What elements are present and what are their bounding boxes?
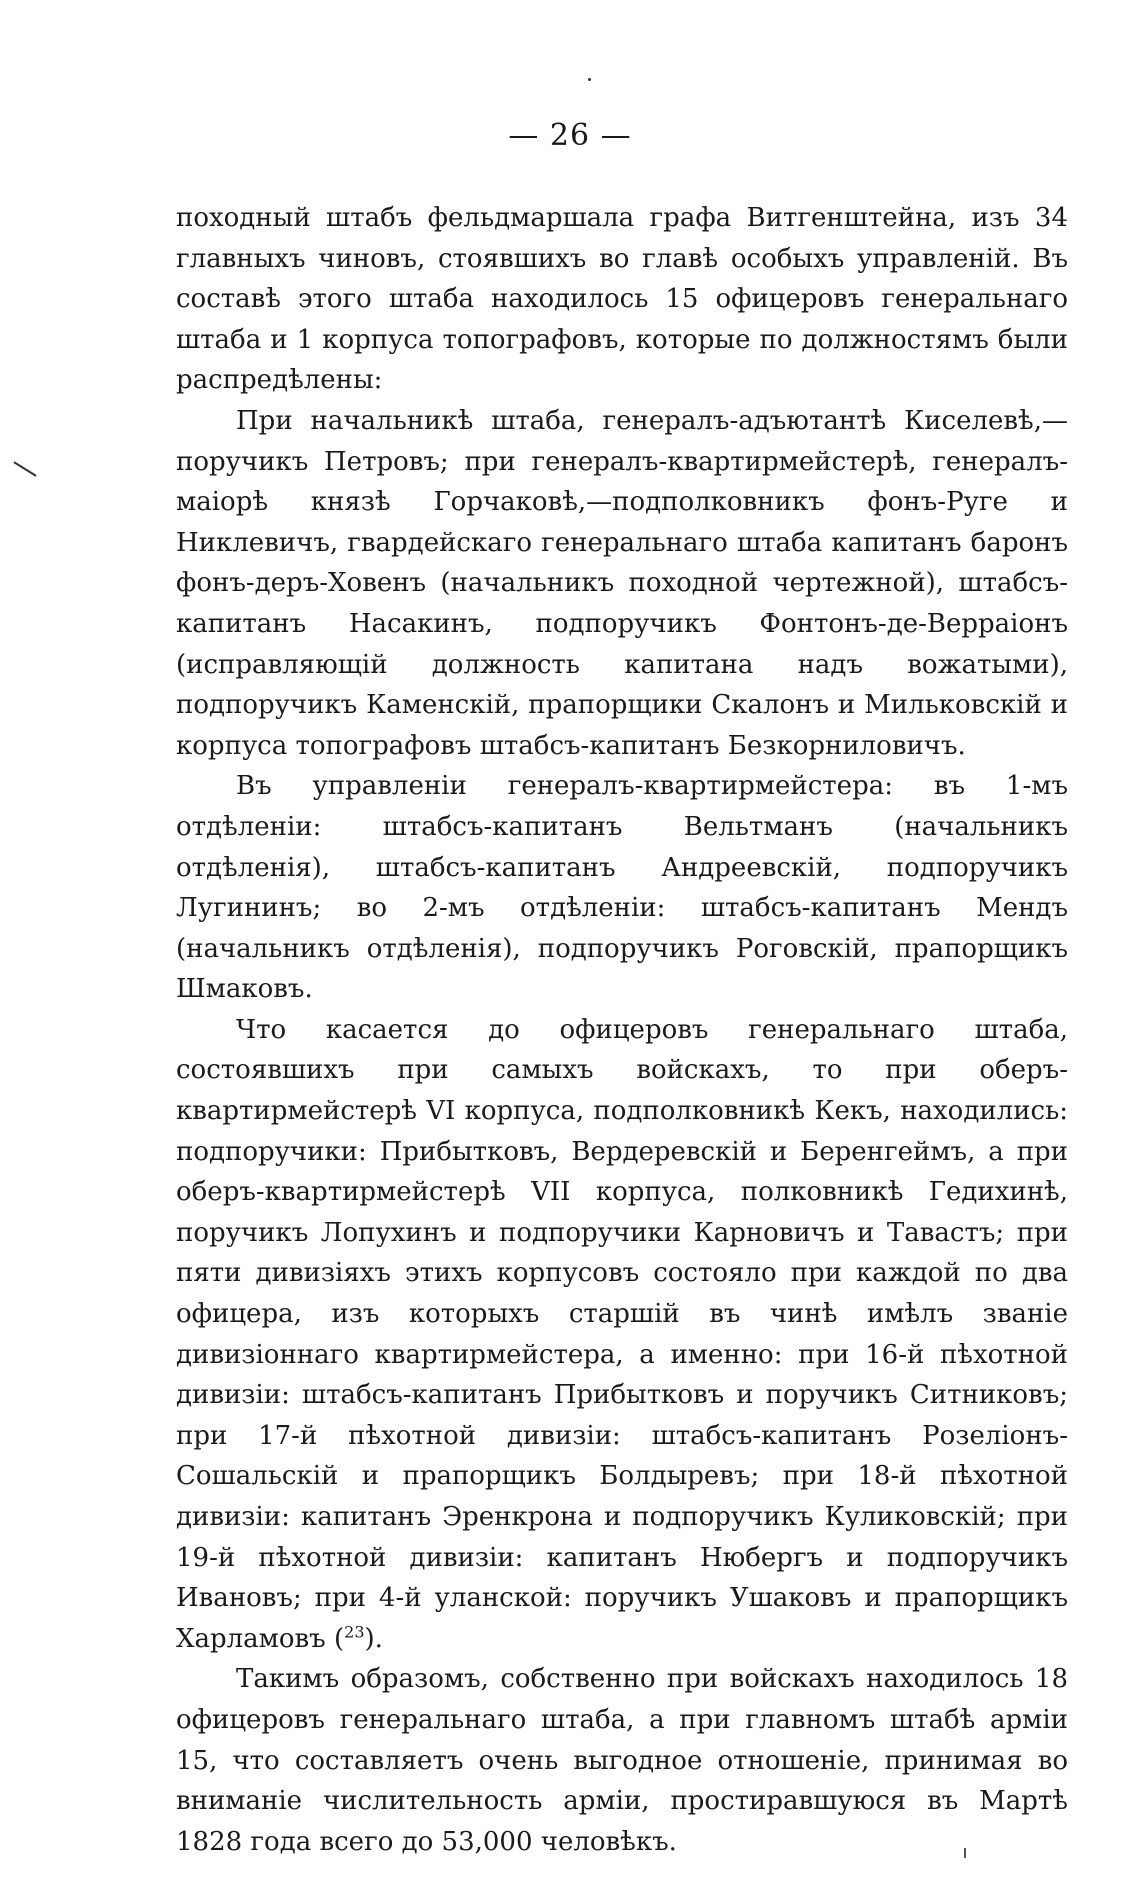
print-speck-bottom xyxy=(964,1848,966,1858)
print-speck xyxy=(588,78,591,81)
paragraph-4 xyxy=(176,1010,1068,1660)
footnote-reference: 23 xyxy=(344,1622,365,1642)
paragraph-5: Такимъ образомъ, собственно при войскахъ находилось 18 офицеровъ генеральнаго штаба, а при главномъ штабѣ арміи 15, что составляетъ очень выгодное отношеніе, принимая во вниманіе числительность арміи, простиравшуюся въ Мартѣ 1828 года всего до 53,000 человѣкъ. xyxy=(176,1664,1068,1857)
paragraph-1: походный штабъ фельдмаршала графа Витгенштейна, изъ 34 главныхъ чиновъ, стоявшихъ во главѣ особыхъ управленій. Въ составѣ этого штаба находилось 15 офицеровъ генеральнаго штаба и 1 корпуса топографовъ, которые по должностямъ были распредѣлены: xyxy=(176,203,1068,396)
paragraph-4-text: Что касается до офицеровъ генеральнаго штаба, состоявшихъ при самыхъ войскахъ, то при оберъ-квартирмейстерѣ VI корпуса, подполковникѣ Кекъ, находились: подпоручики: Прибытковъ, Вердеревскій и Беренгеймъ, а при оберъ-квартирмейстерѣ VII корпуса, полковникѣ Гедихинѣ, поручикъ Лопухинъ и подпоручики Карновичъ и Тавастъ; при пяти дивизіяхъ этихъ корпусовъ состояло при каждой по два офицера, изъ которыхъ старшій въ чинѣ имѣлъ званіе дивизіоннаго квартирмейстера, а именно: при 16-й пѣхотной дивизіи: штабсъ-капитанъ Прибытковъ и поручикъ Ситниковъ; при 17-й пѣхотной дивизіи: штабсъ-капитанъ Розеліонъ-Сошальскій и прапорщикъ Болдыревъ; при 18-й пѣхотной дивизіи: капитанъ Эренкрона и подпоручикъ Куликовскій; при 19-й пѣхотной дивизіи: капитанъ Нюбергъ и подпоручикъ Ивановъ; при 4-й уланской: поручикъ Ушаковъ и прапорщикъ Харламовъ ( xyxy=(176,1014,1068,1654)
paragraph-4-closing: ). xyxy=(364,1623,383,1654)
paragraph-2: При начальникѣ штаба, генералъ-адъютантѣ Киселевѣ,—поручикъ Петровъ; при генералъ-квартирмейстерѣ, генералъ-маіорѣ князѣ Горчаковѣ,—подполковникъ фонъ-Руге и Никлевичъ, гвардейскаго генеральнаго штаба капитанъ баронъ фонъ-деръ-Ховенъ (начальникъ походной чертежной), штабсъ-капитанъ Насакинъ, подпоручикъ Фонтонъ-де-Верраіонъ (исправляющій должность капитана надъ вожатыми), подпоручикъ Каменскій, прапорщики Скалонъ и Мильковскій и корпуса топографовъ штабсъ-капитанъ Безкорниловичъ. xyxy=(176,405,1068,761)
body-text xyxy=(176,198,1068,1862)
page-number: — 26 — xyxy=(508,118,632,153)
paragraph-3: Въ управленіи генералъ-квартирмейстера: въ 1-мъ отдѣленіи: штабсъ-капитанъ Вельтманъ (начальникъ отдѣленія), штабсъ-капитанъ Андреевскій, подпоручикъ Лугининъ; во 2-мъ отдѣленіи: штабсъ-капитанъ Мендъ (начальникъ отдѣленія), подпоручикъ Роговскій, прапорщикъ Шмаковъ. xyxy=(176,771,1068,1005)
margin-pencil-mark xyxy=(13,461,36,476)
